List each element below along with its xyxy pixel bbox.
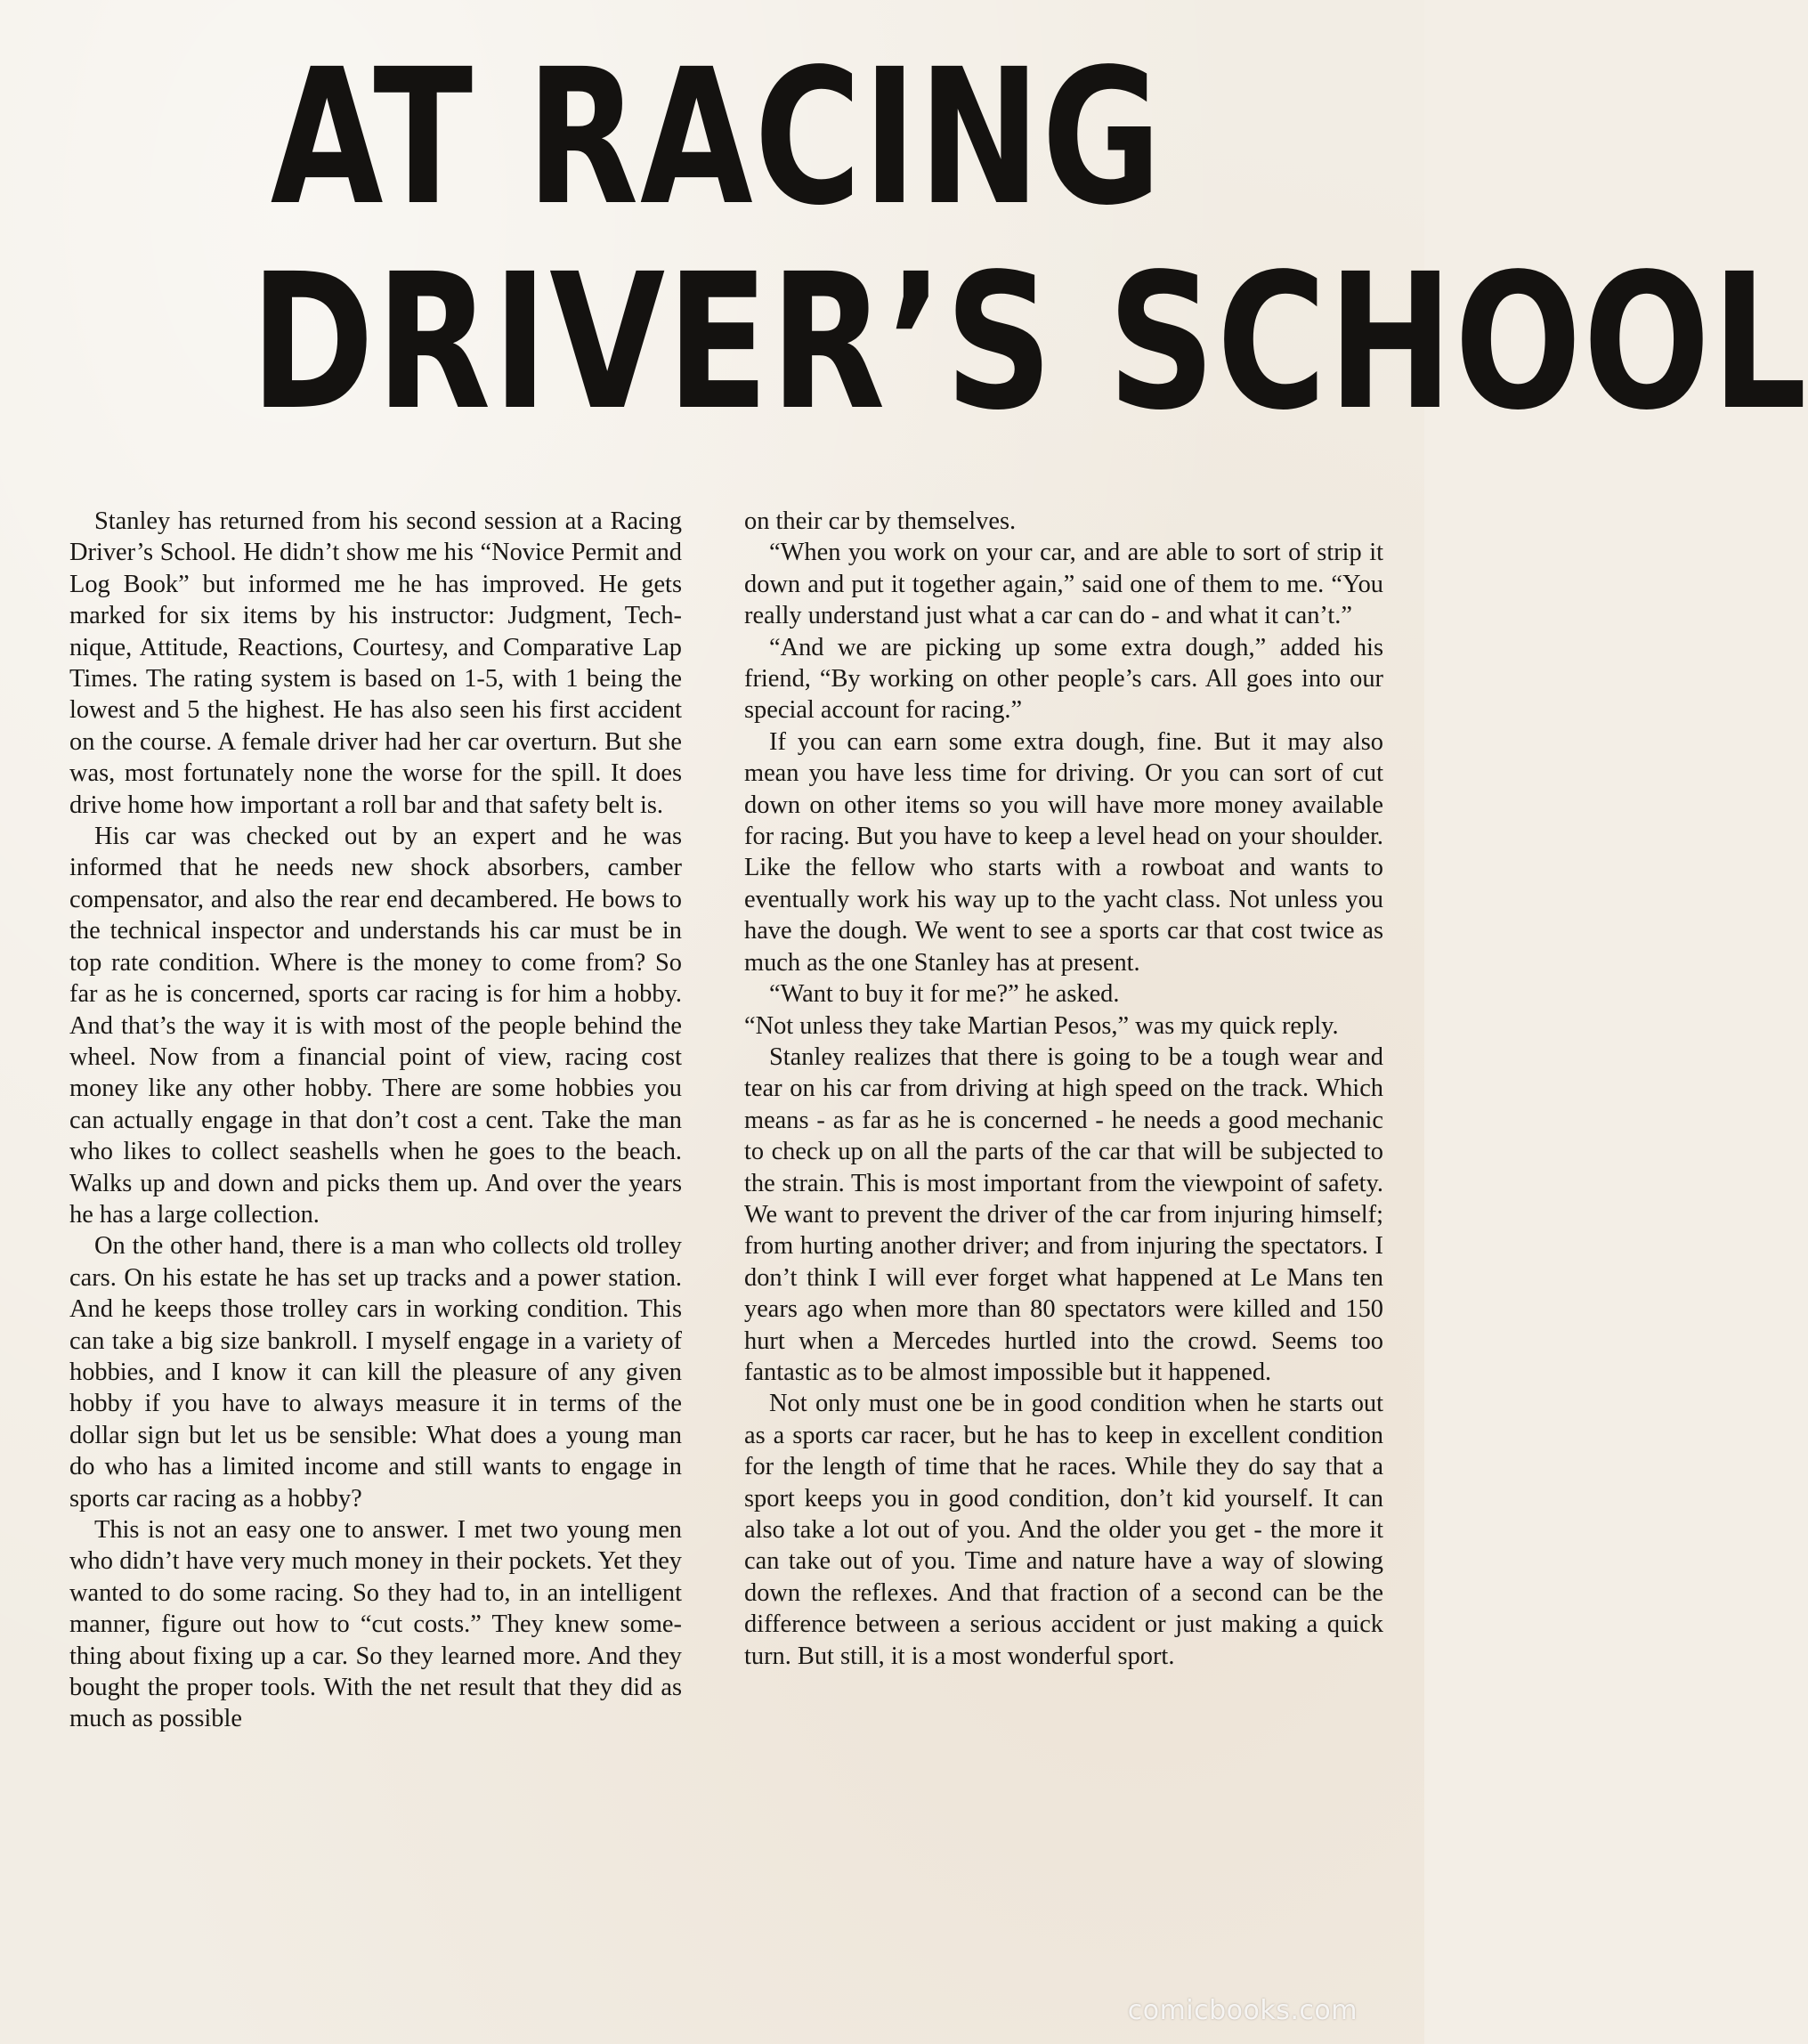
paragraph-continued: on their car by themselves. xyxy=(744,507,1017,535)
paragraph: His car was checked out by an expert and he was informed that he needs new shock absorbers, camber compensator, and also the rear end decambered. He bows to the technical inspector and understands his car must be in top rate condition. Where is the money to come from? So far as he is concerned, sports car racing is for him a hobby. And that’s the way it is with most of the people behind the wheel. Now from a financial point of view, racing cost money like any other hobby. There are some hobbies you can actually engage in that don’t cost a cent. Take the man who likes to collect seashells when he goes to the beach. Walks up and down and picks them up. And over the years he has a large collection. xyxy=(69,823,682,1229)
article-column-right xyxy=(744,506,1383,1672)
paragraph: Stanley realizes that there is going to be a tough wear and tear on his car from driving at high speed on the track. Which means - as far as he is concerned - he needs a good mechanic to check up on all the parts of the car that will be subjected to the strain. This is most important from the viewpoint of safety. We want to prevent the driver of the car from injuring himself; from hurting another driver; and from injuring the spectators. I don’t think I will ever forget what happened at Le Mans ten years ago when more than 80 spectators were killed and 150 hurt when a Mercedes hurtled into the crowd. Seems too fantastic as to be almost impossible but it happened. xyxy=(744,1042,1383,1386)
article-column-left xyxy=(69,506,682,1735)
paragraph: Stanley has returned from his second session at a Racing Driver’s School. He didn’t show me his “Novice Permit and Log Book” but informed me he has improved. He gets marked for six items by his instructor: Judgment, Technique, Attitude, Reactions, Courtesy, and Comparative Lap Times. The rating system is based on 1-5, with 1 being the lowest and 5 the highest. He has also seen his first accident on the course. A female driver had her car overturn. But she was, most fortunately none the worse for the spill. It does drive home how important a roll bar and that safety belt is. xyxy=(69,507,682,819)
paragraph: On the other hand, there is a man who collects old trolley cars. On his estate he has set up tracks and a power station. And he keeps those trolley cars in working condition. This can take a big size bankroll. I myself engage in a variety of hobbies, and I know it can kill the pleasure of any given hobby if you have to always measure it in terms of the dollar sign but let us be sensible: What does a young man do who has a limited income and still wants to engage in sports car racing as a hobby? xyxy=(69,1232,682,1513)
paragraph: “And we are picking up some extra dough,” added his friend, “By working on other people’s cars. All goes into our special account for racing.” xyxy=(744,633,1383,725)
paragraph: “Want to buy it for me?” he asked. xyxy=(769,980,1120,1009)
paragraph: This is not an easy one to answer. I met two young men who didn’t have very much money in their pockets. Yet they wanted to do some racing. So they had to, in an intelligent manner, figure out how to “cut costs.” They knew something about fixing up a car. So they learned more. And they bought the proper tools. With the net result that they did as much as possible xyxy=(69,1516,682,1733)
paragraph: “When you work on your car, and are able to sort of strip it down and put it together again,” said one of them to me. “You really understand just what a car can do - and what it can’t.” xyxy=(744,539,1383,630)
watermark: comicbooks.com xyxy=(1127,1995,1358,2026)
headline-line-1: AT RACING xyxy=(270,28,1163,247)
headline-line-2: DRIVER’S SCHOOL xyxy=(250,233,1808,451)
paragraph: Not only must one be in good condition when he starts out as a sports car racer, but he has to keep in excellent condition for the length of time that he races. While they do say that a sport keeps you in good condition, don’t kid yourself. It can also take a lot out of you. And the older you get - the more it can take out of you. Time and nature have a way of slowing down the reflexes. And that fraction of a second can be the difference between a serious accident or just making a quick turn. But still, it is a most wonderful sport. xyxy=(744,1390,1383,1670)
paragraph: “Not unless they take Martian Pesos,” was my quick reply. xyxy=(744,1011,1339,1040)
paragraph: If you can earn some extra dough, fine. But it may also mean you have less time for driving. Or you can sort of cut down on other items so you will have more money available for racing. But you have to keep a level head on your shoulder. Like the fellow who starts with a rowboat and wants to eventually work his way up to the yacht class. Not unless you have the dough. We went to see a sports car that cost twice as much as the one Stanley has at present. xyxy=(744,727,1383,977)
